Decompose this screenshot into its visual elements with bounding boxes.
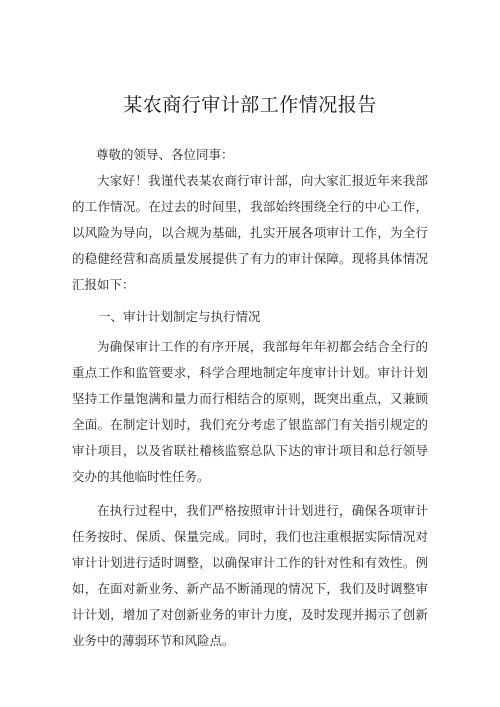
section-heading: 一、审计计划制定与执行情况 [98,309,261,324]
document-title: 某农商行审计部工作情况报告 [123,94,377,116]
salutation: 尊敬的领导、各位同事： [96,147,234,162]
section-paragraph: 为确保审计工作的有序开展，我部每年年初都会结合全行的重点工作和监管要求，科学合理地制定年度审计计划。审计计划坚持工作量饱满和量力而行相结合的原则，既突出重点，又兼顾全面。在制定计划时，我们充分考虑了银监部门有关指引规定的审计项目，以及省联社稽核监察总队下达的审计项目和总行领导交办的其他临时性任务。 [72,339,428,484]
section-paragraph: 在执行过程中，我们严格按照审计计划进行，确保各项审计任务按时、保质、保量完成。同时，我们也注重根据实际情况对审计计划进行适时调整，以确保审计工作的针对性和有效性。例如，在面对新业务、新产品不断涌现的情况下，我们及时调整审计计划，增加了对创新业务的审计力度，及时发现并揭示了创新业务中的薄弱环节和风险点。 [72,503,428,648]
intro-paragraph: 大家好！我谨代表某农商行审计部，向大家汇报近年来我部的工作情况。在过去的时间里，我部始终围绕全行的中心工作，以风险为导向，以合规为基础，扎实开展各项审计工作，为全行的稳健经营和高质量发展提供了有力的审计保障。现将具体情况汇报如下： [72,173,428,292]
